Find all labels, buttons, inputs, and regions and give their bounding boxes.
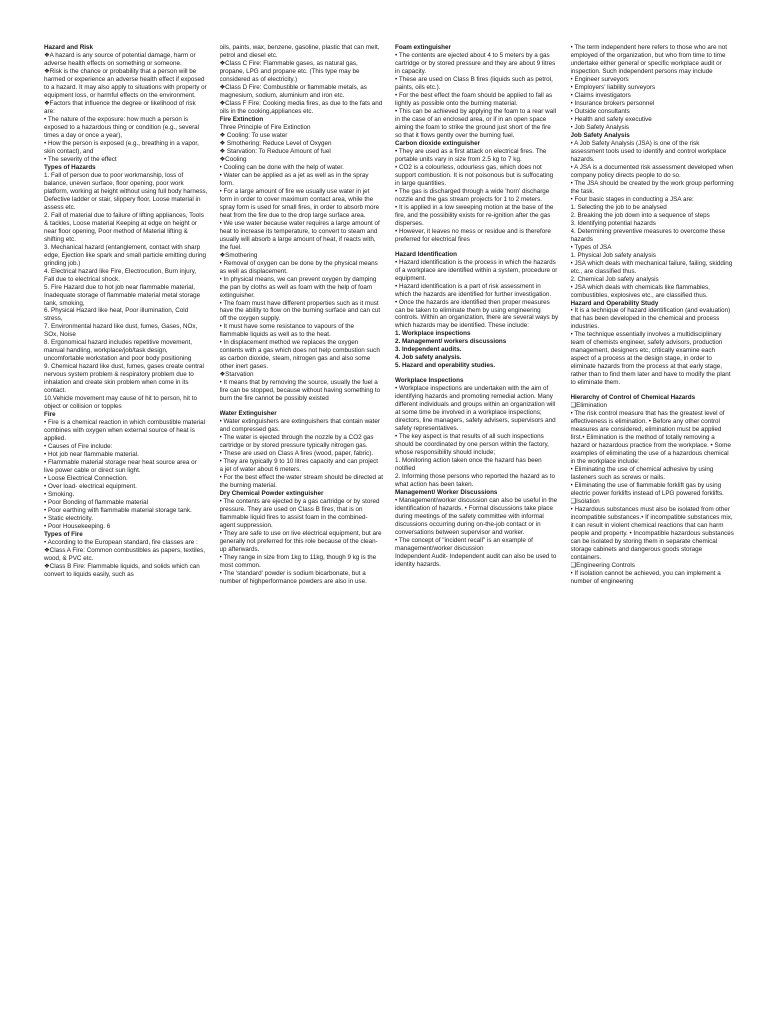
paragraph: ❖Class B Fire: Flammable liquids, and solids which can convert to liquids easily, such as <box>44 562 200 578</box>
paragraph: 2. Informing those persons who reported the hazard as to what action has been taken. <box>395 473 555 489</box>
paragraph: • The risk control measure that has the greatest level of effectiveness is elimination. • Before any other control measures are considered, elimination must be applied first.• Elimination is the method of totally removing a hazard or hazardous practice from the workplace. • Some examples of eliminating the use of a hazardous chemical in the workplace include: <box>570 410 731 466</box>
paragraph: • Engineer surveyors <box>570 75 629 83</box>
paragraph: • The key aspect is that results of all such inspections should be coordinated by one person within the factory, whose responsibility should include; <box>395 433 549 457</box>
section-heading: Dry Chemical Powder extinguisher <box>219 490 324 498</box>
paragraph: ❖ Smothering: Reduce Level of Oxygen <box>219 139 332 147</box>
section-heading: 2. Management/ workers discussions <box>395 338 507 346</box>
section-heading: 1. Workplace inspections <box>395 330 471 338</box>
paragraph: • Job Safety Analysis <box>570 123 630 131</box>
paragraph: • We use water because water requires a large amount of heat to increase its temperature, to convert to steam and usually will absorb a large amount of heat, if reacts with, the fuel. <box>219 219 380 251</box>
document-page <box>44 44 734 1012</box>
paragraph: • For a large amount of fire we usually use water in jet form in order to cover maximum contact area, while the spray form is used for small fires, in order to absorb more heat from the fire due to the drop large surface area. <box>219 187 380 219</box>
paragraph: • The term independent here refers to those who are not employed of the organization, but who from time to time undertake either general or specific workplace audit or inspection. Such independent persons may include <box>570 44 727 75</box>
paragraph: ❖Starvation <box>219 371 254 379</box>
section-heading: Fire Extinction <box>219 115 264 123</box>
text-column-3 <box>395 44 559 1012</box>
paragraph: • The concept of "incident recall" is an example of management/worker discussion <box>395 537 533 553</box>
paragraph: 4. Determining preventive measures to overcome these hazards <box>570 227 726 243</box>
paragraph: • How the person is exposed (e.g., breathing in a vapor, skin contact), and <box>44 139 199 155</box>
paragraph: 4. Electrical hazard like Fire, Electrocution, Burn injury, Fall due to electrical shock. <box>44 267 197 283</box>
paragraph: ❖Class A Fire: Common combustibles as papers, textiles, wood, & PVC etc. <box>44 547 206 562</box>
paragraph: 1. Fall of person due to poor workmanship, loss of balance, uneven surface, floor opening, poor work platform, working at height without using full body harness, Defective ladder or stair, slippery floor, Loose material in assess etc. <box>44 171 208 211</box>
paragraph: • Loose Electrical Connection. <box>44 475 128 483</box>
paragraph: • Smoking. <box>44 491 75 499</box>
paragraph: • The water is ejected through the nozzle by a CO2 gas cartridge or by stored pressure typically nitrogen gas. <box>219 434 374 450</box>
paragraph: • In physical means, we can prevent oxygen by damping the pan by cloths as well as foam with the help of foam extinguisher. <box>219 275 377 299</box>
section-heading: Management/ Worker Discussions <box>395 489 498 497</box>
paragraph: • It means that by removing the source, usually the fuel a fire can be stopped, because without having something to burn the fire cannot be possibly existed <box>219 379 381 403</box>
paragraph: 2. Chemical Job safety analysis <box>570 275 659 283</box>
section-heading: Hierarchy of Control of Chemical Hazards <box>570 394 696 402</box>
paragraph: • The JSA should be created by the work group performing the task. <box>570 179 734 195</box>
paragraph: • JSA which deals with mechanical failure, failing, skidding etc., are classified thus. <box>570 259 733 275</box>
paragraph: • They range in size from 1kg to 11kg, though 9 kg is the most common. <box>219 554 377 569</box>
paragraph: ❖Smothering <box>219 251 258 259</box>
paragraph: • Cooling can be done with the help of water. <box>219 163 344 171</box>
section-heading: Fire <box>44 411 56 419</box>
paragraph: ❖Class C Fire: Flammable gases, as natural gas, propane, LPG and propane etc. (This type may be considered as of electricity.) <box>219 59 360 83</box>
paragraph: 9. Chemical hazard like dust, fumes, gases create central nervous system problem & respiratory problem due to inhalation and create skin problem when come in its contact. <box>44 363 204 395</box>
paragraph: ❖Factors that influence the degree or likelihood of risk are: <box>44 99 196 115</box>
paragraph: ❖Class F Fire: Cooking media fires, as due to the fats and oils in the cooking,appliances etc. <box>219 99 383 115</box>
paragraph: ❑Engineering Controls <box>570 562 635 569</box>
paragraph: 1. Physical Job safety analysis <box>570 251 656 259</box>
paragraph: • The gas is discharged through a wide 'horn' discharge nozzle and the gas stream projects for 1 to 2 meters. <box>395 187 550 203</box>
paragraph: • In displacement method we replaces the oxygen contents with a gas which does not help combustion such as carbon dioxide, steam, nitrogen gas and also some other inert gases. <box>219 339 380 371</box>
paragraph: • JSA which deals with chemicals like flammables, combustibles, explosives etc., are classified thus. <box>570 283 710 299</box>
paragraph: • They are safe to use on live electrical equipment, but are generally not preferred for this role because of the clean-up afterwards. <box>219 530 382 554</box>
paragraph: • Eliminating the use of chemical adhesive by using fasteners such as screws or nails. <box>570 466 714 482</box>
section-heading: Workplace Inspections <box>395 377 464 385</box>
paragraph: • Poor Bonding of flammable material <box>44 499 149 507</box>
paragraph: • A JSA is a documented risk assessment developed when company policy directs people to do so. <box>570 163 734 179</box>
text-column-4 <box>571 44 735 1012</box>
section-heading: Foam extinguisher <box>395 44 451 51</box>
paragraph: • Hazard identification is the process in which the hazards of a workplace are identified within a system, procedure or equipment. <box>395 258 558 282</box>
paragraph: • Workplace inspections are undertaken with the aim of identifying hazards and promoting remedial action. Many different individuals and groups within an organization will at some time be involved in a workplace inspections; directors, line managers, safety advisers, supervisors and safety representatives. <box>395 385 556 433</box>
paragraph: 3. Identifying potential hazards <box>570 219 656 227</box>
paragraph: • A Job Safety Analysis (JSA) is one of the risk assessment tools used to identify and control workplace hazards. <box>570 139 727 163</box>
paragraph: • Water can be applied as a jet as well as in the spray form. <box>219 171 369 187</box>
paragraph: • Causes of Fire include: <box>44 443 113 451</box>
paragraph: • Once the hazards are identified then proper measures can be taken to eliminate them by using engineering controls. Within an organization, there are several ways by which hazards may be identified. These include: <box>395 298 559 330</box>
paragraph: • The nature of the exposure: how much a person is exposed to a hazardous thing or condition (e.g., several times a day or once a year), <box>44 115 200 139</box>
paragraph: • They are used as a first attack on electrical fires. The portable units vary in size from 2.5 kg to 7 kg. <box>395 147 547 163</box>
paragraph: • The severity of the effect <box>44 155 117 163</box>
paragraph: ❖A hazard is any source of potential damage, harm or adverse health effects on something or someone. <box>44 51 196 67</box>
paragraph: • Eliminating the use of flammable forklift gas by using electric power forklifts instead of LPG powered forklifts. <box>570 482 724 498</box>
paragraph: • Flammable material storage near heat source area or live power cable or direct sun light. <box>44 459 197 475</box>
paragraph: • Types of JSA <box>570 243 612 251</box>
paragraph: ❖Risk is the chance or probability that a person will be harmed or experience an adverse health effect if exposed to a hazard. It may also apply to situations with property or equipment loss, or harmful effects on the environment. <box>44 67 207 99</box>
section-heading: Carbon dioxide extinguisher <box>395 139 481 147</box>
section-heading: 4. Job safety analysis. <box>395 354 462 362</box>
paragraph: Three Principle of Fire Extinction <box>219 123 311 131</box>
paragraph: • The technique essentially involves a multidisciplinary team of chemists engineer, safety advisors, production management, designers etc, critically examine each aspect of a process at the design stage, in order to eliminate hazards from the process at that early stage, rather than to find them later and have to modify the plant to eliminate them. <box>570 331 731 387</box>
paragraph: 3. Mechanical hazard (entanglement, contact with sharp edge, Ejection like spark and small particle emitting during grinding job.) <box>44 243 207 267</box>
paragraph: • For the best effect the water stream should be directed at the burning material. <box>219 474 383 490</box>
paragraph: • The contents are ejected about 4 to 5 meters by a gas cartridge or by stored pressure and they are about 9 litres in capacity. <box>395 51 556 75</box>
section-heading: 3. Independent audits. <box>395 346 462 354</box>
paragraph: • If isolation cannot be achieved, you can implement a number of engineering <box>570 569 721 585</box>
paragraph: • Four basic stages in conducting a JSA are: <box>570 195 694 203</box>
paragraph: • Outside consultants <box>570 107 630 115</box>
paragraph: • It is a technique of hazard identification (and evaluation) that has been developed in the chemical and process industries. <box>570 307 731 331</box>
paragraph: • The contents are ejected by a gas cartridge or by stored pressure. They are used on Class B fires, that is on flammable liquid fires to assist foam in the combined- agent suppression. <box>219 498 380 530</box>
paragraph: • They are typically 9 to 10 litres capacity and can project a jet of water about 6 meters. <box>219 458 379 474</box>
paragraph: 7. Environmental hazard like dust, fumes, Gases, NOx, SOx, Noise <box>44 323 198 339</box>
paragraph: • Poor Housekeeping. 6 <box>44 523 111 531</box>
text-column-2 <box>220 44 384 1012</box>
paragraph: ❖Cooling <box>219 155 247 163</box>
paragraph: • Poor earthing with flammable material storage tank. <box>44 507 192 515</box>
section-heading: Hazard and Operability Study <box>570 299 659 307</box>
paragraph: • The 'standard' powder is sodium bicarbonate, but a number of highperformance powders are also in use. <box>219 569 367 585</box>
paragraph: • Hazard identification is a part of risk assessment in which the hazards are identified for further investigation. <box>395 282 552 298</box>
paragraph: • Insurance brokers personnel <box>570 99 655 107</box>
paragraph: • It is applied in a low sweeping motion at the base of the fire, and the possibility exists for re-ignition after the gas disperses. <box>395 203 554 227</box>
section-heading: Types of Fire <box>44 531 83 539</box>
paragraph: 6. Physical Hazard like heat, Poor illumination, Cold stress, <box>44 307 189 323</box>
paragraph: • These are used on Class B fires (liquids such as petrol, paints, oils etc.). <box>395 75 553 91</box>
paragraph: • Management/worker discussion can also be useful in the identification of hazards. • Formal discussions take place during meetings of the safety committee with informal discussions occurring during on-the-job contact or in conversations between supervisor and worker. <box>395 497 558 537</box>
paragraph: ❑Isolation <box>570 498 600 506</box>
section-heading: Hazard Identification <box>395 250 457 258</box>
paragraph: 2. Breaking the job down into a sequence of steps <box>570 211 710 219</box>
paragraph: • CO2 is a colourless, odourless gas, which does not support combustion. It is not poisonous but is suffocating in large quantities. <box>395 163 554 187</box>
paragraph: ❖Class D Fire: Combustible or flammable metals, as magnesium, sodium, aluminium and iron etc. <box>219 83 367 99</box>
section-heading: Hazard and Risk <box>44 44 93 51</box>
paragraph: • Water extinguishers are extinguishers that contain water and compressed gas. <box>219 418 381 434</box>
section-heading: Job Safety Analysis <box>570 131 630 139</box>
paragraph: • Static electricity. <box>44 515 93 523</box>
section-heading: 5. Hazard and operability studies. <box>395 362 496 370</box>
paragraph: • Hazardous substances must also be isolated from other incompatible substances.• If incompatible substances mix, it can result in violent chemical reactions that can harm people and property. • Incompatible hazardous substances can be isolated by storing them in separate chemical storage cabinets and dangerous goods storage containers. <box>570 506 734 562</box>
paragraph: 10.Vehicle movement may cause of hit to person, hit to object or collision or topples <box>44 395 197 411</box>
section-heading: Types of Hazards <box>44 163 96 171</box>
paragraph: • For the best effect the foam should be applied to fall as lightly as possible onto the burning material. <box>395 91 553 107</box>
paragraph: • Claims investigators <box>570 91 631 99</box>
paragraph: • It must have some resistance to vapours of the flammable liquids as well as to the heat. <box>219 323 355 339</box>
paragraph: • Health and safety executive <box>570 115 652 123</box>
paragraph: 8. Ergonomical hazard includes repetitive movement, manual handling, workplace/job/task design, uncomfortable workstation and poor body positioning <box>44 339 193 363</box>
text-column-1 <box>44 44 208 1012</box>
section-heading: Water Extinguisher <box>219 410 277 418</box>
paragraph: 5. Fire Hazard due to hot job near flammable material, Inadequate storage of flammable material metal storage tank, smoking, <box>44 283 201 307</box>
paragraph: Independent Audit- Independent audit can also be used to identity hazards. <box>395 553 557 569</box>
paragraph: 1. Selecting the job to be analysed <box>570 203 667 211</box>
paragraph: • However, it leaves no mess or residue and is therefore preferred for electrical fires <box>395 227 551 243</box>
paragraph: • Employers' liability surveyors <box>570 83 656 91</box>
paragraph: oils, paints, wax, benzene, gasoline, plastic that can melt, petrol and diesel etc. <box>219 44 380 59</box>
paragraph: • Fire is a chemical reaction in which combustible material combines with oxygen when external source of heat is applied. <box>44 419 206 443</box>
paragraph: • Over load- electrical equipment. <box>44 483 137 491</box>
paragraph: ❖ Cooling: To use water <box>219 131 288 139</box>
paragraph: • These are used on Class A fires (wood, paper, fabric). <box>219 450 374 458</box>
paragraph: • The foam must have different properties such as it must have the ability to flow on the burning surface and can cut off the oxygen supply. <box>219 299 381 323</box>
paragraph: 2. Fall of material due to failure of lifting appliances, Tools & tackles, Loose material Keeping at edge on height or near floor opening, Poor method of Material lifting & shifting etc. <box>44 211 204 243</box>
paragraph: 1. Monitoring action taken once the hazard has been notified <box>395 457 542 473</box>
paragraph: • Removal of oxygen can be done by the physical means as well as displacement. <box>219 259 378 275</box>
paragraph: ❖ Starvation: To Reduce Amount of fuel <box>219 147 331 155</box>
paragraph: ❑Elimination <box>570 402 607 410</box>
paragraph: • Hot job near flammable material. <box>44 451 139 459</box>
paragraph: • According to the European standard, fire classes are : <box>44 539 198 547</box>
paragraph: • This can be achieved by applying the foam to a rear wall in the case of an enclosed area, or if in an open space aiming the foam to strike the ground just short of the fire so that it flows gently over the burning fuel. <box>395 107 557 139</box>
